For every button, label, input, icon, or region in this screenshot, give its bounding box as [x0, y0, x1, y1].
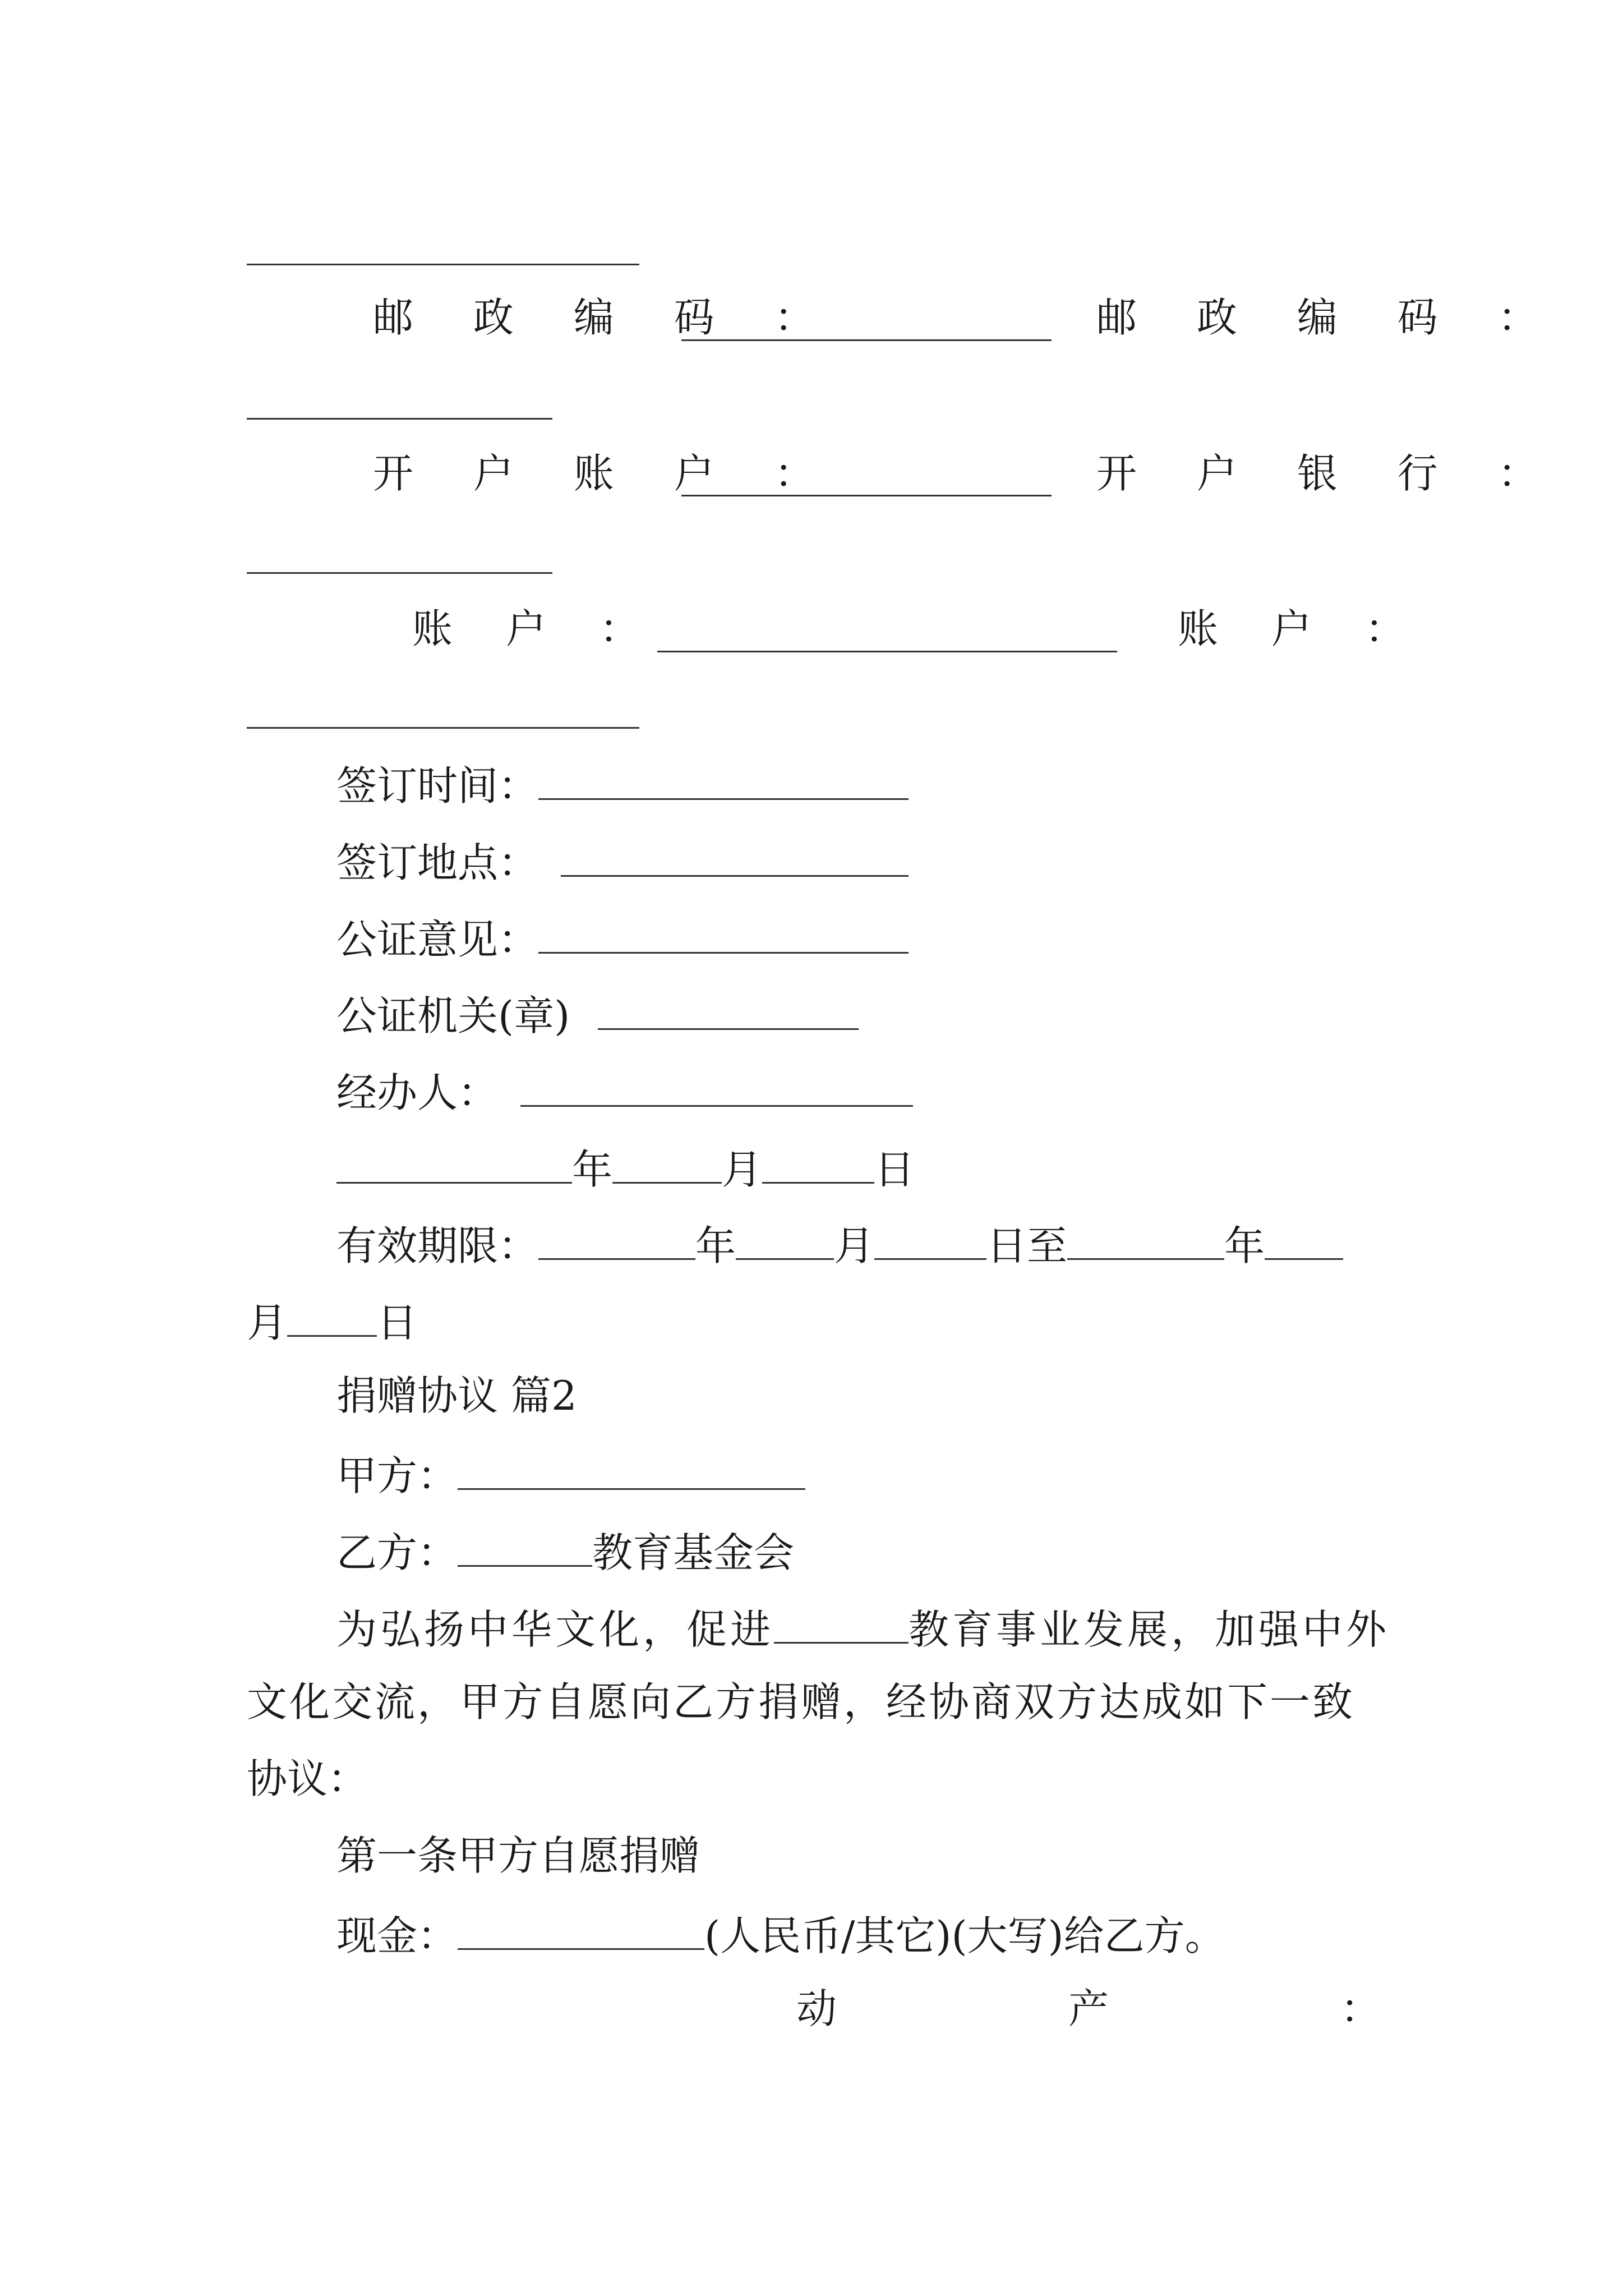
- account-label-b: 账 户 ：: [1178, 605, 1426, 652]
- cash-tail: (人民币/其它)(大写)给乙方。: [704, 1912, 1225, 1959]
- sign-time-label: 签订时间：: [336, 762, 539, 809]
- cash-line: [336, 1912, 1225, 1959]
- postal-code-b-blank[interactable]: [247, 418, 552, 420]
- postal-code-label-b: 邮 政 编 码 ：: [1096, 294, 1562, 341]
- sign-place-label: 签订地点：: [336, 839, 539, 886]
- validity-year-blank[interactable]: [538, 1222, 695, 1260]
- notary-opinion-label: 公证意见：: [336, 915, 539, 963]
- para1-part-a: 为弘扬中华文化，促进: [336, 1605, 774, 1653]
- article-1: 第一条甲方自愿捐赠: [336, 1832, 700, 1879]
- validity-line-2: [247, 1299, 418, 1346]
- para1-line1: [336, 1605, 1390, 1653]
- validity-year: 年: [695, 1222, 736, 1269]
- notary-office-label: 公证机关(章): [336, 992, 570, 1039]
- validity-day-blank[interactable]: [874, 1222, 986, 1260]
- sign-place-blank[interactable]: [561, 839, 909, 877]
- cash-blank[interactable]: [458, 1912, 704, 1950]
- notary-office: [336, 992, 859, 1039]
- blank-line: [247, 264, 639, 265]
- date-day-blank[interactable]: [762, 1145, 874, 1184]
- movable-colon: ：: [1340, 1985, 1381, 2032]
- validity-day-to: 日至: [986, 1222, 1068, 1269]
- account-b-blank[interactable]: [247, 727, 639, 729]
- notary-opinion: [336, 915, 909, 963]
- account-open-blank[interactable]: [681, 495, 1052, 496]
- account-a-blank[interactable]: [657, 651, 1117, 652]
- validity-month-blank[interactable]: [736, 1222, 834, 1260]
- date-month-blank[interactable]: [612, 1145, 722, 1184]
- movable-word-1: 动: [796, 1985, 837, 2032]
- sign-date: [336, 1145, 915, 1193]
- sign-place: [336, 839, 909, 886]
- handler: [336, 1069, 913, 1116]
- agreement-heading: 捐赠协议 篇2: [336, 1372, 577, 1419]
- validity-month2-blank[interactable]: [1265, 1222, 1343, 1260]
- para1-line2: 文化交流，甲方自愿向乙方捐赠，经协商双方达成如下一致: [247, 1678, 1355, 1726]
- party-a: [336, 1452, 805, 1499]
- account-open-label: 开 户 账 户 ：: [373, 450, 838, 497]
- validity-month: 月: [834, 1222, 875, 1269]
- bank-open-label: 开 户 银 行 ：: [1096, 450, 1562, 497]
- handler-label: 经办人：: [336, 1069, 499, 1116]
- para1-blank[interactable]: [774, 1605, 909, 1644]
- notary-opinion-blank[interactable]: [538, 915, 909, 954]
- account-label-a: 账 户 ：: [412, 605, 660, 652]
- para1-line3: 协议：: [247, 1755, 368, 1802]
- date-year-blank[interactable]: [336, 1145, 572, 1184]
- validity-month2: 月: [247, 1299, 288, 1346]
- party-b-label: 乙方：: [336, 1529, 458, 1576]
- party-b-name: 教育基金会: [592, 1529, 795, 1576]
- party-b-blank[interactable]: [458, 1529, 592, 1567]
- para1-part-b: 教育事业发展，加强中外: [909, 1605, 1390, 1653]
- date-year: 年: [572, 1145, 613, 1193]
- validity-day2: 日: [377, 1299, 418, 1346]
- postal-code-a-blank[interactable]: [681, 339, 1052, 341]
- movable-word-2: 产: [1068, 1985, 1109, 2032]
- party-b: [336, 1529, 795, 1576]
- party-a-label: 甲方：: [336, 1452, 458, 1499]
- postal-code-label-a: 邮 政 编 码 ：: [373, 294, 838, 341]
- party-a-blank[interactable]: [458, 1452, 805, 1490]
- sign-time: [336, 762, 909, 809]
- validity-year2-blank[interactable]: [1067, 1222, 1224, 1260]
- validity-day2-blank[interactable]: [287, 1299, 377, 1337]
- date-month: 月: [722, 1145, 763, 1193]
- sign-time-blank[interactable]: [538, 762, 909, 800]
- notary-office-blank[interactable]: [598, 992, 859, 1030]
- cash-label: 现金：: [336, 1912, 458, 1959]
- validity-label: 有效期限：: [336, 1222, 539, 1269]
- validity-year2: 年: [1224, 1222, 1265, 1269]
- handler-blank[interactable]: [520, 1069, 913, 1107]
- date-day: 日: [874, 1145, 915, 1193]
- validity-line-1: [336, 1222, 1343, 1269]
- bank-open-blank[interactable]: [247, 572, 552, 574]
